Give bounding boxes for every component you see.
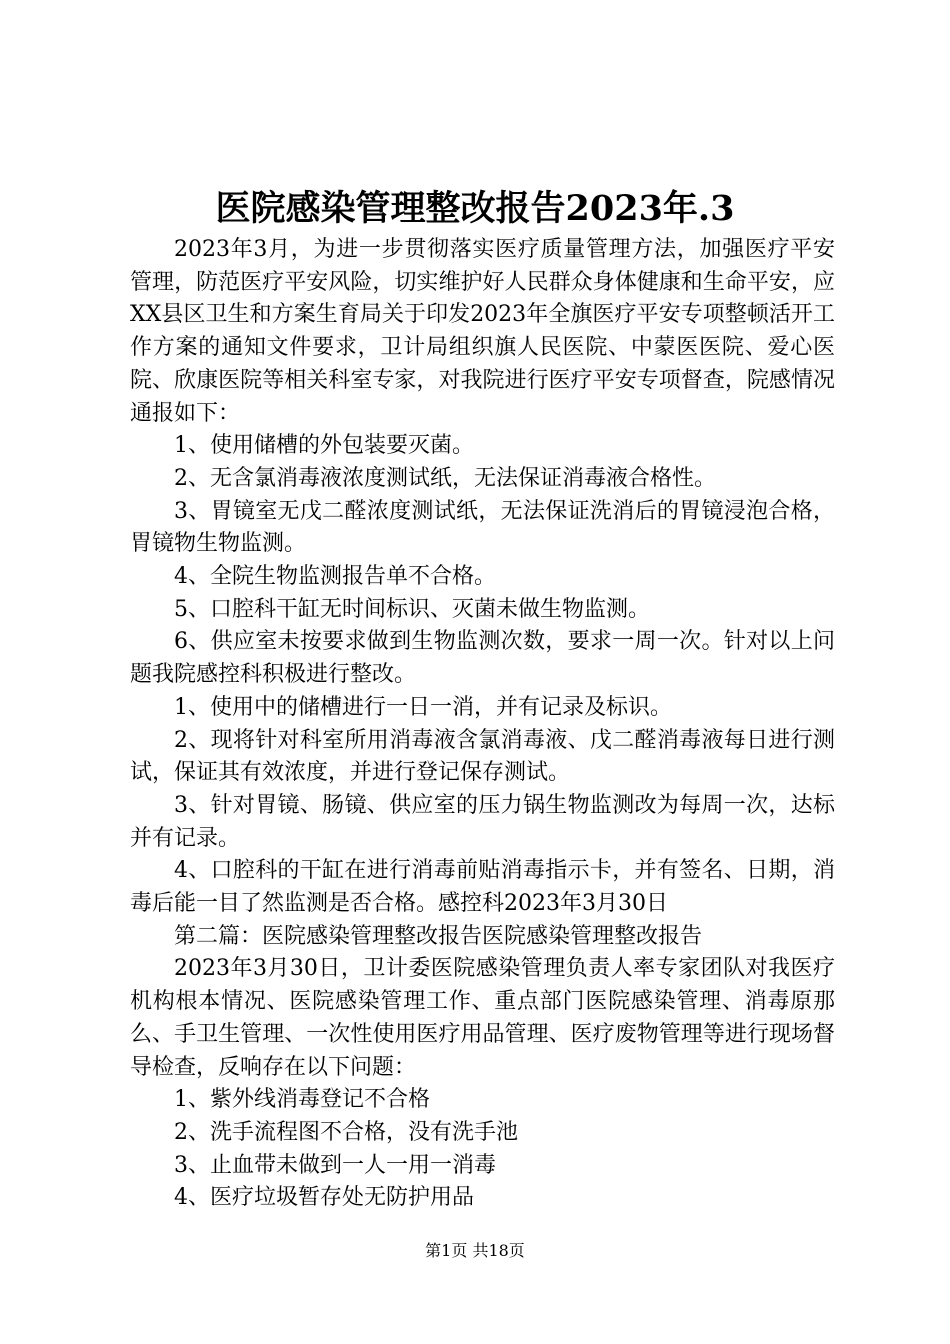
problem-item-6: 6、供应室未按要求做到生物监测次数，要求一周一次。针对以上问题我院感控科积极进行整改。	[130, 629, 835, 688]
section-two-item-1: 1、紫外线消毒登记不合格	[174, 1087, 430, 1113]
rectification-item-4: 4、口腔科的干缸在进行消毒前贴消毒指示卡，并有签名、日期，消毒后能一目了然监测是否合格。感控科2023年3月30日	[130, 858, 835, 917]
section-two-intro: 2023年3月30日，卫计委医院感染管理负责人率专家团队对我医疗机构根本情况、医院感染管理工作、重点部门医院感染管理、消毒原那么、手卫生管理、一次性使用医疗用品管理、医疗废物管理等进行现场督导检查，反响存在以下问题：	[130, 956, 835, 1080]
problem-item-4: 4、全院生物监测报告单不合格。	[174, 564, 496, 590]
rectification-item-1: 1、使用中的储槽进行一日一消，并有记录及标识。	[174, 694, 672, 720]
problem-item-5: 5、口腔科干缸无时间标识、灭菌未做生物监测。	[174, 596, 650, 622]
page-number: 第1页 共18页	[425, 1241, 525, 1260]
problem-item-1: 1、使用储槽的外包装要灭菌。	[174, 433, 474, 459]
document-title: 医院感染管理整改报告2023年.3	[215, 188, 735, 229]
problem-item-2: 2、无含氯消毒液浓度测试纸，无法保证消毒液合格性。	[174, 465, 716, 491]
section-two-item-3: 3、止血带未做到一人一用一消毒	[174, 1152, 496, 1178]
section-two-item-4: 4、医疗垃圾暂存处无防护用品	[174, 1185, 474, 1211]
problem-item-3: 3、胃镜室无戊二醛浓度测试纸，无法保证洗消后的胃镜浸泡合格，胃镜物生物监测。	[130, 498, 835, 557]
document-body	[130, 234, 835, 1215]
intro-paragraph: 2023年3月，为进一步贯彻落实医疗质量管理方法，加强医疗平安管理，防范医疗平安风险，切实维护好人民群众身体健康和生命平安，应XX县区卫生和方案生育局关于印发2023年全旗医疗平安专项整顿活开工作方案的通知文件要求，卫计局组织旗人民医院、中蒙医医院、爱心医院、欣康医院等相关科室专家，对我院进行医疗平安专项督查，院感情况通报如下：	[130, 237, 835, 426]
section-two-item-2: 2、洗手流程图不合格，没有洗手池	[174, 1119, 518, 1145]
rectification-item-2: 2、现将针对科室所用消毒液含氯消毒液、戊二醛消毒液每日进行测试，保证其有效浓度，并进行登记保存测试。	[130, 727, 835, 786]
section-two-heading: 第二篇：医院感染管理整改报告医院感染管理整改报告	[174, 923, 703, 949]
rectification-item-3: 3、针对胃镜、肠镜、供应室的压力锅生物监测改为每周一次，达标并有记录。	[130, 792, 835, 851]
